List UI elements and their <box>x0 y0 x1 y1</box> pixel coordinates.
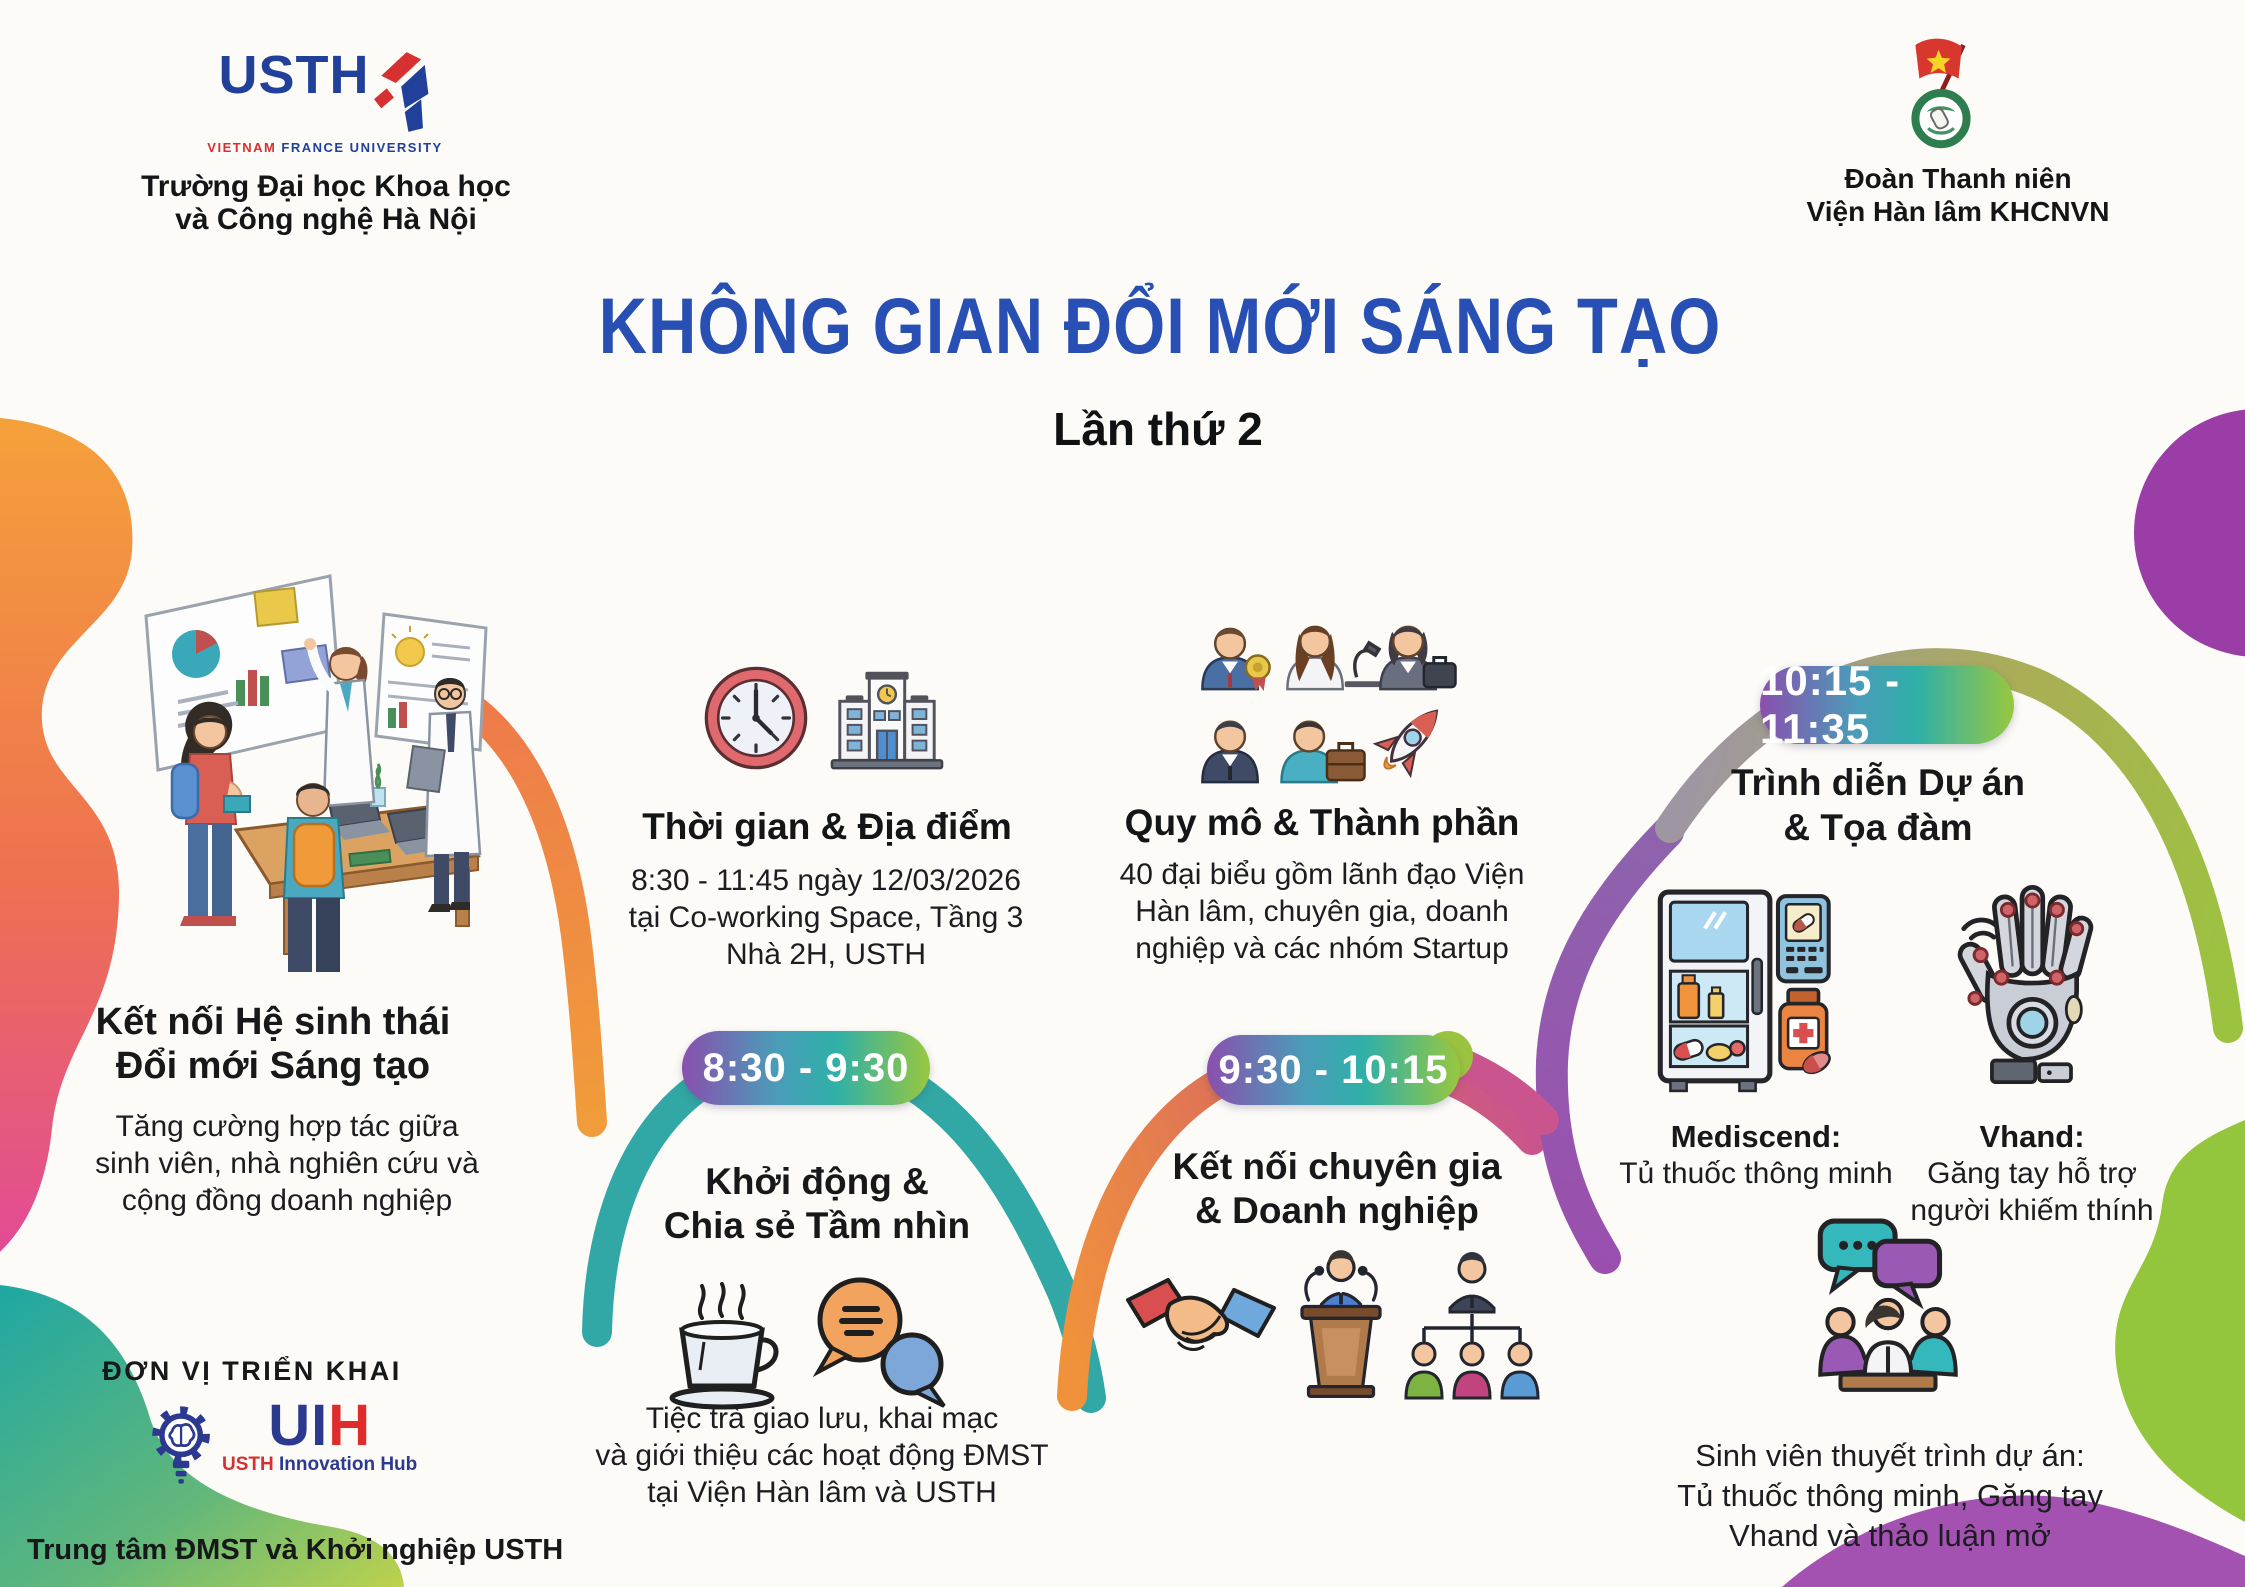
uih-wordmark: UIH <box>268 1393 372 1458</box>
session2-time-badge: 9:30 - 10:15 <box>1207 1035 1460 1105</box>
scale-body: 40 đại biểu gồm lãnh đạo Viện Hàn lâm, chuyên gia, doanh nghiệp và các nhóm Startup <box>1119 858 1525 965</box>
discussion-icon <box>1812 1215 1964 1407</box>
chat-bubbles-icon <box>818 1280 944 1406</box>
uih-gear-icon <box>150 1400 214 1496</box>
youth-union-name: Đoàn Thanh niên Viện Hàn lâm KHCNVN <box>1806 163 2110 227</box>
usth-leaf-icon <box>374 48 432 136</box>
youth-union-logo <box>1893 32 1989 154</box>
footer-label: ĐƠN VỊ TRIỂN KHAI <box>102 1356 402 1386</box>
scale-heading: Quy mô & Thành phần <box>1124 802 1520 843</box>
session3-time-badge: 10:15 - 11:35 <box>1760 666 2014 744</box>
usth-wordmark: USTH <box>218 45 370 105</box>
usth-logo <box>195 45 455 155</box>
delegates-icons <box>1190 612 1458 790</box>
project-vhand-label: Vhand: Găng tay hỗ trợ người khiếm thính <box>1910 1119 2154 1227</box>
podium-speaker-icon <box>1289 1250 1393 1402</box>
session2-heading: Kết nối chuyên gia & Doanh nghiệp <box>1172 1146 1502 1231</box>
ecosystem-heading: Kết nối Hệ sinh thái Đổi mới Sáng tạo <box>95 1001 451 1087</box>
time-place-body: 8:30 - 11:45 ngày 12/03/2026 tại Co-working Space, Tầng 3 Nhà 2H, USTH <box>628 864 1024 971</box>
session1-time-badge: 8:30 - 9:30 <box>682 1031 930 1105</box>
session1-body: Tiệc trà giao lưu, khai mạc và giới thiệu các hoạt động ĐMST tại Viện Hàn lâm và USTH <box>595 1402 1049 1509</box>
usth-tagline: VIETNAM FRANCE UNIVERSITY <box>207 140 443 155</box>
ecosystem-body: Tăng cường hợp tác giữa sinh viên, nhà nghiên cứu và cộng đồng doanh nghiệp <box>95 1110 479 1217</box>
coffee-chat-icons <box>660 1258 960 1418</box>
page-subtitle: Lần thứ 2 <box>1053 403 1263 455</box>
smart-glove-icon <box>1943 876 2103 1100</box>
session1-heading: Khởi động & Chia sẻ Tầm nhìn <box>663 1161 971 1246</box>
org-chart-icon <box>1402 1252 1542 1402</box>
uih-logo <box>150 1393 418 1496</box>
session3-body: Sinh viên thuyết trình dự án: Tủ thuốc thông minh, Găng tay Vhand và thảo luận mở <box>1677 1438 2103 1553</box>
uih-tagline: USTH Innovation Hub <box>222 1454 418 1475</box>
page-title: KHÔNG GIAN ĐỔI MỚI SÁNG TẠO <box>598 282 1722 371</box>
usth-org-name: Trường Đại học Khoa học và Công nghệ Hà Nội <box>141 170 511 236</box>
dispenser-device-icon <box>1778 896 1829 981</box>
footer-org-name: Trung tâm ĐMST và Khởi nghiệp USTH <box>27 1534 564 1566</box>
session3-heading: Trình diễn Dự án & Tọa đàm <box>1730 762 2026 848</box>
workshop-illustration <box>88 552 524 976</box>
coffee-cup-icon <box>672 1284 776 1407</box>
school-building-icon <box>828 660 946 778</box>
project-mediscend-label: Mediscend: Tủ thuốc thông minh <box>1619 1119 1893 1190</box>
pill-bottle-icon <box>1780 989 1833 1077</box>
clock-icon <box>702 658 810 778</box>
handshake-icon <box>1126 1268 1276 1380</box>
medicine-cabinet-icon <box>1652 888 1838 1096</box>
time-place-heading: Thời gian & Địa điểm <box>642 806 1012 847</box>
